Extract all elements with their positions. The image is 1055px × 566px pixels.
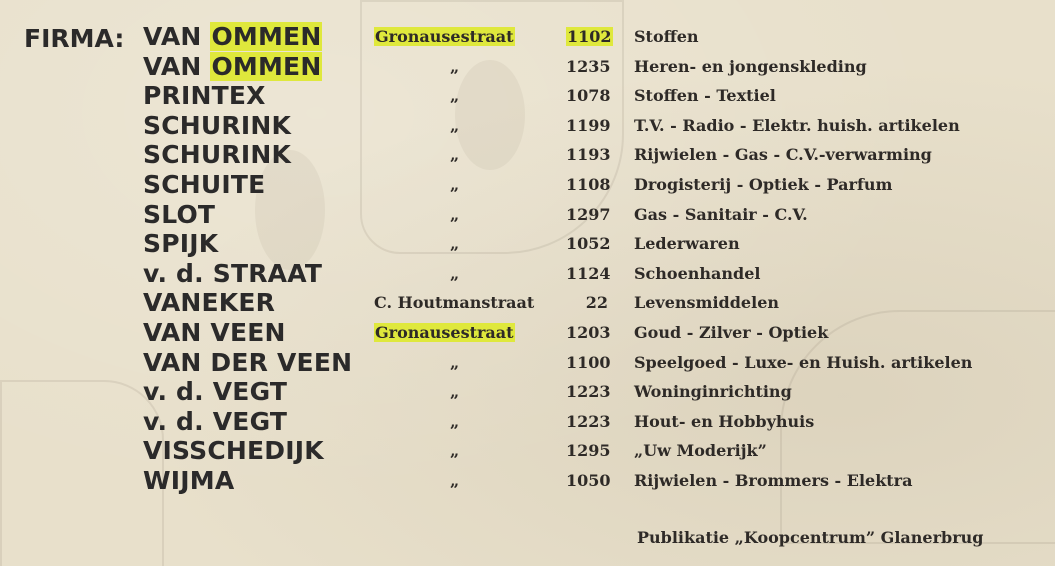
street-ditto-mark [450, 407, 459, 437]
business-description: Stoffen - Textiel [634, 86, 776, 106]
business-name [143, 81, 266, 111]
house-number-text: 1193 [566, 145, 611, 165]
business-description: Levensmiddelen [634, 293, 779, 313]
business-name [143, 200, 215, 230]
business-name-text: VAN VEEN [143, 318, 286, 347]
business-name [143, 348, 352, 378]
house-number-text: 1199 [566, 115, 611, 135]
street-text: „ [450, 411, 460, 431]
business-row [0, 52, 1055, 82]
business-description: Hout- en Hobbyhuis [634, 411, 815, 431]
business-description: Speelgoed - Luxe- en Huish. artikelen [634, 352, 973, 372]
street-ditto-mark [450, 52, 459, 82]
business-name-text: VAN [143, 51, 211, 81]
house-number [566, 200, 611, 230]
house-number [566, 170, 611, 200]
house-number [566, 259, 611, 289]
business-description: Lederwaren [634, 234, 740, 254]
business-name-text: SPIJK [143, 229, 219, 259]
house-number [566, 81, 611, 111]
firma-label: FIRMA: [24, 24, 125, 53]
house-number [566, 348, 611, 378]
street-text: „ [450, 86, 460, 106]
business-name [143, 318, 286, 348]
house-number-text: 1050 [566, 471, 611, 490]
business-name-text: v. d. STRAAT [143, 258, 323, 288]
street-ditto-mark [450, 466, 459, 496]
business-row [0, 200, 1055, 230]
business-name-text: SCHURINK [143, 140, 292, 170]
street-name [374, 22, 515, 52]
business-description: Goud - Zilver - Optiek [634, 323, 829, 342]
business-row [0, 22, 1055, 52]
business-description: Heren- en jongenskleding [634, 56, 867, 76]
street-text: „ [450, 175, 460, 194]
street-ditto-mark [450, 111, 459, 141]
street-ditto-mark [450, 200, 459, 230]
business-row [0, 140, 1055, 170]
street-ditto-mark [450, 170, 459, 200]
street-text: „ [450, 382, 460, 402]
business-name-text: SLOT [143, 199, 216, 229]
street-text: „ [450, 234, 460, 254]
business-description: Drogisterij - Optiek - Parfum [634, 175, 893, 194]
street-ditto-mark [450, 436, 459, 466]
house-number-text: 1297 [566, 204, 611, 224]
house-number-text: 1295 [566, 441, 611, 461]
house-number [566, 111, 611, 141]
business-row [0, 348, 1055, 378]
house-number-text: 1102 [567, 27, 612, 46]
street-text: „ [450, 145, 460, 165]
house-number-text: 1100 [566, 352, 611, 372]
street-text: Gronausestraat [375, 323, 514, 342]
house-number [566, 229, 611, 259]
business-row [0, 377, 1055, 407]
business-name [143, 259, 322, 289]
business-name-text: VISSCHEDIJK [143, 436, 324, 466]
street-name [374, 318, 515, 348]
street-ditto-mark [450, 259, 459, 289]
business-name-text: VAN DER VEEN [143, 347, 353, 377]
business-name-text: SCHUITE [143, 170, 266, 199]
business-name [143, 288, 275, 318]
street-ditto-mark [450, 140, 459, 170]
house-number [566, 466, 611, 496]
business-row [0, 466, 1055, 496]
business-name-highlighted-text: OMMEN [211, 51, 322, 81]
business-name [143, 111, 291, 141]
house-number-text: 1108 [566, 175, 611, 194]
house-number [566, 140, 611, 170]
street-name [374, 288, 534, 318]
business-row [0, 229, 1055, 259]
business-name [143, 377, 287, 407]
business-description: Rijwielen - Brommers - Elektra [634, 471, 913, 490]
business-row [0, 318, 1055, 348]
street-text: Gronausestraat [375, 27, 514, 46]
house-number [566, 377, 611, 407]
business-name [143, 407, 287, 437]
business-row [0, 407, 1055, 437]
street-text: „ [450, 263, 460, 283]
house-number-text: 1078 [566, 86, 611, 106]
business-row [0, 111, 1055, 141]
business-row [0, 81, 1055, 111]
house-number [566, 288, 608, 318]
business-description: Gas - Sanitair - C.V. [634, 204, 808, 224]
street-ditto-mark [450, 229, 459, 259]
business-name [143, 170, 265, 200]
house-number [566, 22, 612, 52]
business-row [0, 436, 1055, 466]
house-number-text: 1124 [566, 263, 611, 283]
business-name [143, 140, 291, 170]
street-text: „ [450, 56, 460, 76]
house-number [566, 318, 611, 348]
house-number-text: 1223 [566, 382, 611, 402]
house-number-text: 1235 [566, 56, 611, 76]
business-description: Stoffen [634, 27, 699, 46]
business-description: Schoenhandel [634, 263, 761, 283]
business-description: „Uw Moderijk” [634, 441, 767, 461]
business-name-text: SCHURINK [143, 110, 292, 140]
business-name [143, 466, 234, 496]
street-ditto-mark [450, 377, 459, 407]
street-ditto-mark [450, 348, 459, 378]
house-number [566, 436, 611, 466]
publication-credit: Publikatie „Koopcentrum” Glanerbrug [637, 528, 984, 547]
house-number [566, 407, 611, 437]
street-text: „ [450, 115, 460, 135]
business-name-text: WIJMA [143, 466, 235, 495]
business-name [143, 22, 322, 52]
business-row [0, 288, 1055, 318]
business-row [0, 259, 1055, 289]
business-name-text: VAN [143, 22, 211, 51]
house-number-text: 1052 [566, 234, 611, 254]
business-name-text: v. d. VEGT [143, 406, 288, 436]
business-name [143, 52, 322, 82]
business-row [0, 170, 1055, 200]
street-text: C. Houtmanstraat [374, 293, 535, 313]
business-description: T.V. - Radio - Elektr. huish. artikelen [634, 115, 960, 135]
business-description: Rijwielen - Gas - C.V.-verwarming [634, 145, 932, 165]
business-name-highlighted-text: OMMEN [211, 22, 322, 51]
street-text: „ [450, 441, 460, 461]
street-ditto-mark [450, 81, 459, 111]
house-number-text: 1203 [566, 323, 611, 342]
business-name [143, 229, 218, 259]
street-text: „ [450, 204, 460, 224]
house-number [566, 52, 611, 82]
business-name-text: VANEKER [143, 288, 276, 318]
street-text: „ [450, 471, 460, 490]
street-text: „ [450, 352, 460, 372]
house-number-text: 1223 [566, 411, 611, 431]
business-name-text: v. d. VEGT [143, 377, 288, 407]
business-name-text: PRINTEX [143, 81, 266, 111]
business-description: Woninginrichting [634, 382, 792, 402]
business-name [143, 436, 324, 466]
house-number-text: 22 [585, 293, 608, 313]
